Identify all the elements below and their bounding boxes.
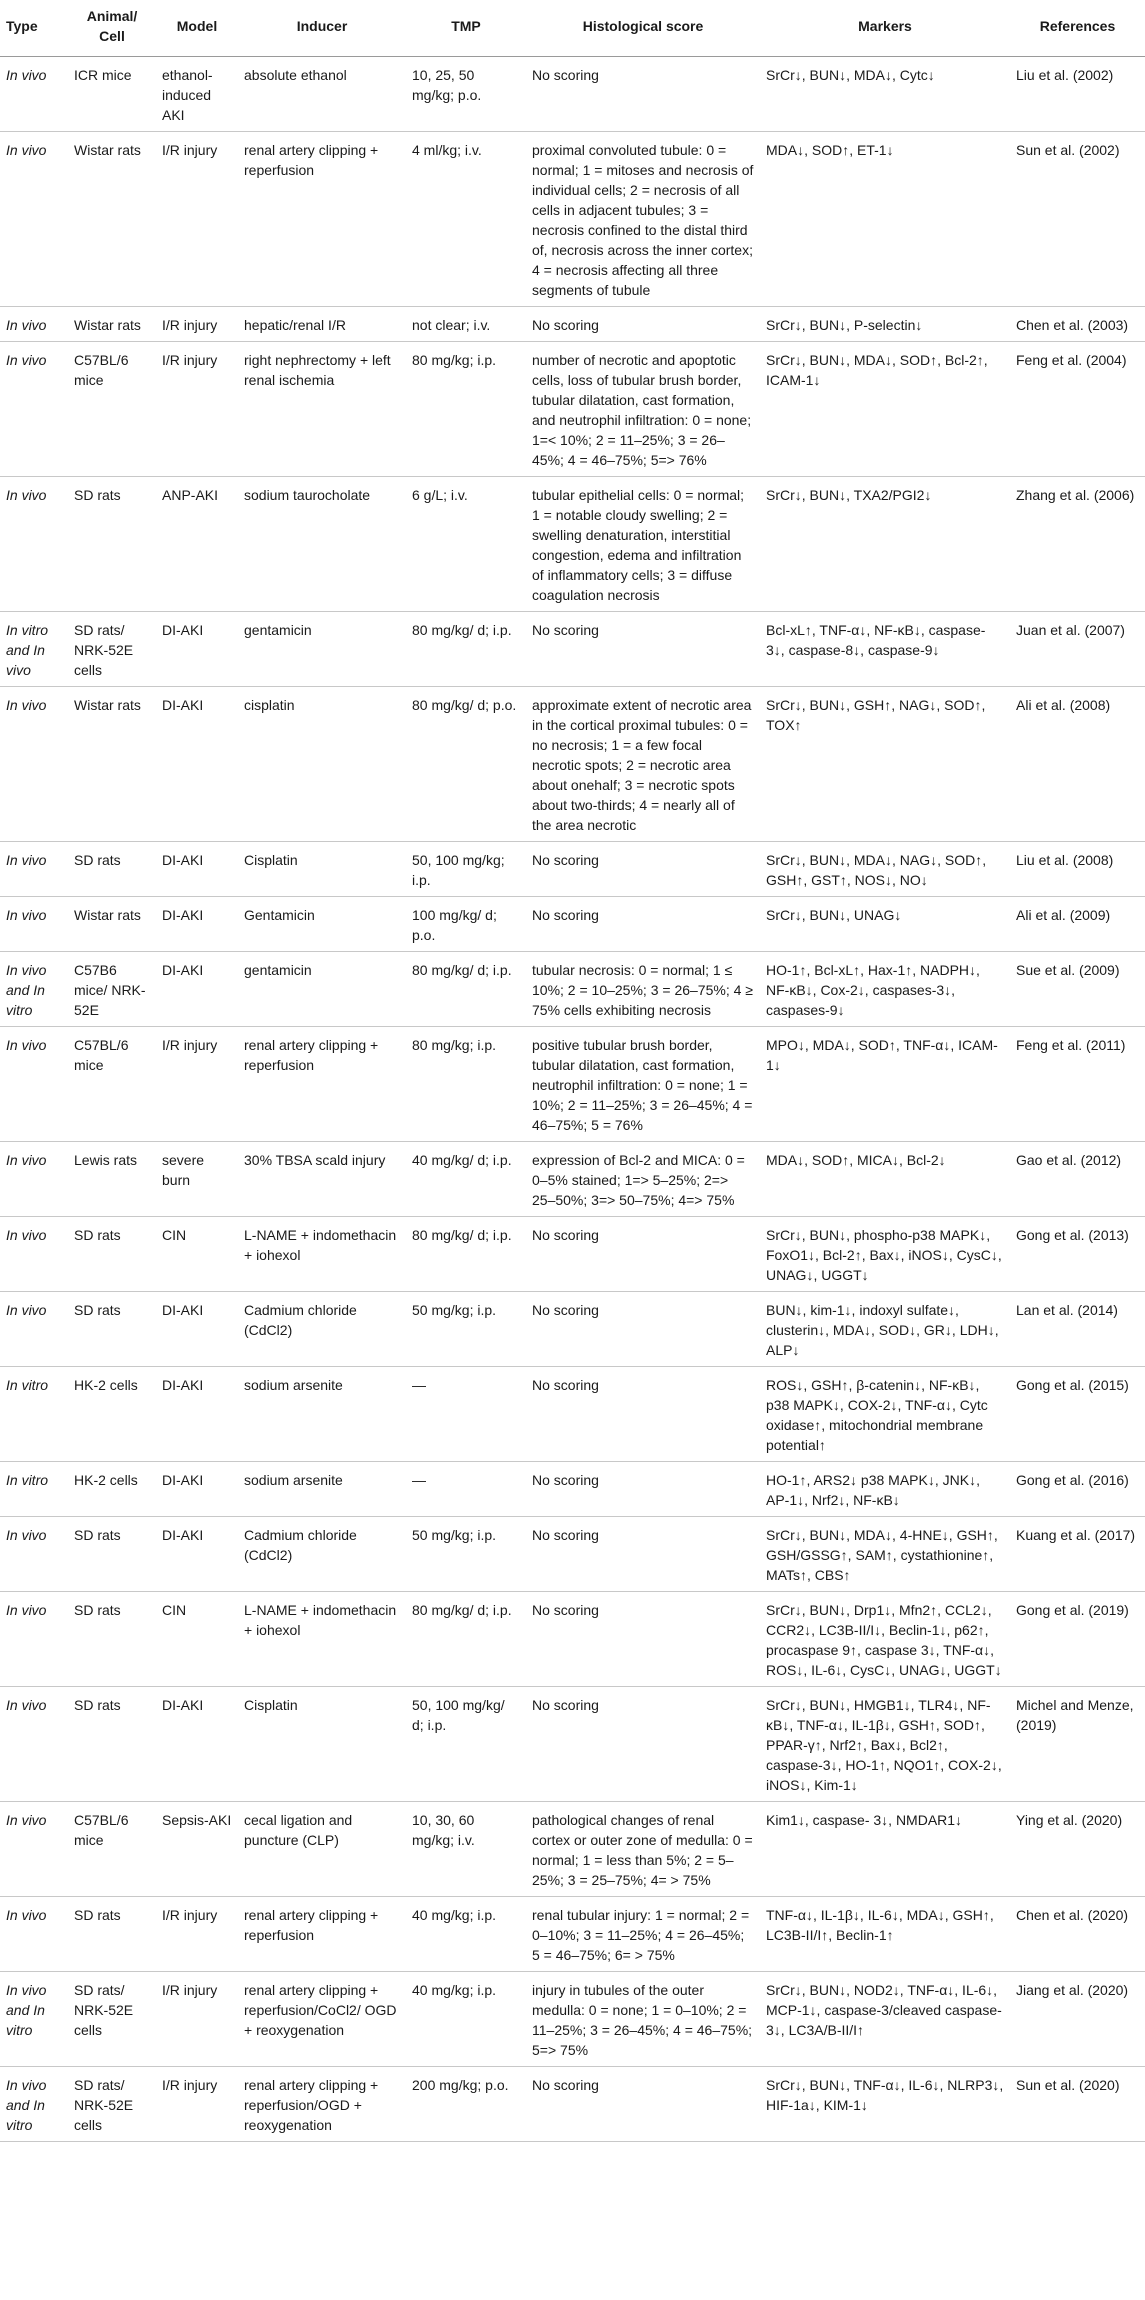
cell-reference: Feng et al. (2011) [1010,1027,1145,1142]
cell-histological-score: No scoring [526,1592,760,1687]
cell-markers: SrCr↓, BUN↓, phospho-p38 MAPK↓, FoxO1↓, Bcl-2↑, Bax↓, iNOS↓, CysC↓, UNAG↓, UGGT↓ [760,1217,1010,1292]
cell-histological-score: injury in tubules of the outer medulla: 0 = none; 1 = 0–10%; 2 = 11–25%; 3 = 26–45%; 4 = 46–75%; 5=> 75% [526,1972,760,2067]
cell-reference: Juan et al. (2007) [1010,612,1145,687]
cell-reference: Kuang et al. (2017) [1010,1517,1145,1592]
cell-type: In vivo [0,1517,68,1592]
cell-model: I/R injury [156,342,238,477]
cell-animal: Wistar rats [68,687,156,842]
cell-model: I/R injury [156,1897,238,1972]
cell-model: DI-AKI [156,1517,238,1592]
cell-reference: Michel and Menze, (2019) [1010,1687,1145,1802]
cell-type: In vivo [0,132,68,307]
cell-markers: SrCr↓, BUN↓, MDA↓, Cytc↓ [760,57,1010,132]
cell-type: In vivo [0,1802,68,1897]
cell-reference: Sun et al. (2002) [1010,132,1145,307]
table-body [0,57,1145,2142]
cell-histological-score: No scoring [526,2067,760,2142]
cell-histological-score: No scoring [526,897,760,952]
cell-reference: Ali et al. (2008) [1010,687,1145,842]
cell-markers: ROS↓, GSH↑, β-catenin↓, NF-κB↓, p38 MAPK↓, COX-2↓, TNF-α↓, Cytc oxidase↑, mitochondrial membrane potential↑ [760,1367,1010,1462]
cell-inducer: gentamicin [238,612,406,687]
cell-tmp: 40 mg/kg; i.p. [406,1897,526,1972]
table-row [0,842,1145,897]
cell-model: CIN [156,1592,238,1687]
cell-histological-score: renal tubular injury: 1 = normal; 2 = 0–10%; 3 = 11–25%; 4 = 26–45%; 5 = 46–75%; 6= > 75% [526,1897,760,1972]
cell-inducer: cecal ligation and puncture (CLP) [238,1802,406,1897]
table-row [0,132,1145,307]
cell-histological-score: No scoring [526,1517,760,1592]
cell-tmp: 50 mg/kg; i.p. [406,1292,526,1367]
cell-inducer: cisplatin [238,687,406,842]
cell-type: In vivo [0,842,68,897]
cell-markers: HO-1↑, ARS2↓ p38 MAPK↓, JNK↓, AP-1↓, Nrf2↓, NF-κB↓ [760,1462,1010,1517]
cell-inducer: hepatic/renal I/R [238,307,406,342]
table-row [0,1687,1145,1802]
cell-markers: HO-1↑, Bcl-xL↑, Hax-1↑, NADPH↓, NF-κB↓, Cox-2↓, caspases-3↓, caspases-9↓ [760,952,1010,1027]
cell-type: In vivo [0,1142,68,1217]
cell-type: In vivo [0,1687,68,1802]
cell-model: I/R injury [156,132,238,307]
cell-markers: SrCr↓, BUN↓, TXA2/PGI2↓ [760,477,1010,612]
header-histological-score: Histological score [526,0,760,57]
cell-histological-score: No scoring [526,1217,760,1292]
cell-animal: Wistar rats [68,132,156,307]
cell-type: In vivo [0,477,68,612]
cell-tmp: 50, 100 mg/kg; i.p. [406,842,526,897]
table-row [0,1517,1145,1592]
cell-animal: ICR mice [68,57,156,132]
cell-animal: SD rats [68,1217,156,1292]
table-row [0,612,1145,687]
cell-reference: Liu et al. (2002) [1010,57,1145,132]
cell-tmp: 80 mg/kg/ d; p.o. [406,687,526,842]
table-row [0,1367,1145,1462]
cell-histological-score: pathological changes of renal cortex or outer zone of medulla: 0 = normal; 1 = less than 5%; 2 = 5–25%; 3 = 25–75%; 4= > 75% [526,1802,760,1897]
cell-type: In vitro and In vivo [0,612,68,687]
cell-reference: Jiang et al. (2020) [1010,1972,1145,2067]
cell-type: In vivo [0,307,68,342]
cell-histological-score: positive tubular brush border, tubular dilatation, cast formation, neutrophil infiltration: 0 = none; 1 = 10%; 2 = 11–25%; 3 = 26–45%; 4 = 46–75%; 5 = 76% [526,1027,760,1142]
cell-tmp: 80 mg/kg; i.p. [406,342,526,477]
cell-reference: Chen et al. (2003) [1010,307,1145,342]
cell-reference: Gong et al. (2013) [1010,1217,1145,1292]
cell-animal: SD rats [68,842,156,897]
cell-markers: SrCr↓, BUN↓, HMGB1↓, TLR4↓, NF-κB↓, TNF-α↓, IL-1β↓, GSH↑, SOD↑, PPAR-γ↑, Nrf2↑, Bax↓, Bcl2↑, caspase-3↓, HO-1↑, NQO1↑, COX-2↓, iNOS↓, Kim-1↓ [760,1687,1010,1802]
cell-tmp: 6 g/L; i.v. [406,477,526,612]
cell-model: DI-AKI [156,612,238,687]
header-row [0,0,1145,57]
table-row [0,1592,1145,1687]
cell-animal: SD rats [68,1292,156,1367]
table-row [0,1292,1145,1367]
cell-tmp: 4 ml/kg; i.v. [406,132,526,307]
cell-markers: BUN↓, kim-1↓, indoxyl sulfate↓, clusterin↓, MDA↓, SOD↓, GR↓, LDH↓, ALP↓ [760,1292,1010,1367]
cell-tmp: 40 mg/kg; i.p. [406,1972,526,2067]
cell-animal: SD rats/ NRK-52E cells [68,1972,156,2067]
header-markers: Markers [760,0,1010,57]
cell-animal: SD rats/ NRK-52E cells [68,2067,156,2142]
cell-inducer: Cisplatin [238,842,406,897]
cell-markers: SrCr↓, BUN↓, TNF-α↓, IL-6↓, NLRP3↓, HIF-1a↓, KIM-1↓ [760,2067,1010,2142]
cell-inducer: L-NAME + indomethacin + iohexol [238,1217,406,1292]
cell-model: DI-AKI [156,687,238,842]
header-type: Type [0,0,68,57]
cell-inducer: 30% TBSA scald injury [238,1142,406,1217]
table-row [0,1462,1145,1517]
cell-type: In vivo [0,57,68,132]
cell-model: DI-AKI [156,1687,238,1802]
cell-type: In vivo [0,1217,68,1292]
cell-model: I/R injury [156,307,238,342]
cell-histological-score: No scoring [526,1687,760,1802]
cell-inducer: renal artery clipping + reperfusion/CoCl2/ OGD + reoxygenation [238,1972,406,2067]
cell-model: Sepsis-AKI [156,1802,238,1897]
cell-reference: Gong et al. (2016) [1010,1462,1145,1517]
cell-tmp: not clear; i.v. [406,307,526,342]
cell-reference: Chen et al. (2020) [1010,1897,1145,1972]
cell-reference: Gong et al. (2015) [1010,1367,1145,1462]
cell-markers: MDA↓, SOD↑, MICA↓, Bcl-2↓ [760,1142,1010,1217]
cell-animal: SD rats/ NRK-52E cells [68,612,156,687]
cell-type: In vivo [0,342,68,477]
cell-tmp: 40 mg/kg/ d; i.p. [406,1142,526,1217]
cell-inducer: sodium arsenite [238,1367,406,1462]
cell-reference: Feng et al. (2004) [1010,342,1145,477]
cell-inducer: gentamicin [238,952,406,1027]
cell-model: I/R injury [156,2067,238,2142]
cell-histological-score: No scoring [526,1462,760,1517]
cell-histological-score: tubular necrosis: 0 = normal; 1 ≤ 10%; 2 = 10–25%; 3 = 26–75%; 4 ≥ 75% cells exhibiting necrosis [526,952,760,1027]
header-model: Model [156,0,238,57]
cell-markers: Bcl-xL↑, TNF-α↓, NF-κB↓, caspase-3↓, caspase-8↓, caspase-9↓ [760,612,1010,687]
cell-histological-score: expression of Bcl-2 and MICA: 0 = 0–5% stained; 1=> 5–25%; 2=> 25–50%; 3=> 50–75%; 4=> 75% [526,1142,760,1217]
table-row [0,952,1145,1027]
cell-reference: Ying et al. (2020) [1010,1802,1145,1897]
cell-type: In vitro [0,1367,68,1462]
header-tmp: TMP [406,0,526,57]
cell-inducer: L-NAME + indomethacin + iohexol [238,1592,406,1687]
cell-model: DI-AKI [156,1292,238,1367]
cell-markers: Kim1↓, caspase- 3↓, NMDAR1↓ [760,1802,1010,1897]
table-row [0,1897,1145,1972]
cell-type: In vivo and In vitro [0,952,68,1027]
header-animal-cell: Animal/ Cell [68,0,156,57]
cell-animal: C57BL/6 mice [68,342,156,477]
cell-reference: Ali et al. (2009) [1010,897,1145,952]
cell-reference: Gao et al. (2012) [1010,1142,1145,1217]
cell-animal: SD rats [68,1687,156,1802]
cell-markers: SrCr↓, BUN↓, P-selectin↓ [760,307,1010,342]
cell-animal: HK-2 cells [68,1367,156,1462]
header-references: References [1010,0,1145,57]
cell-tmp: 80 mg/kg/ d; i.p. [406,1592,526,1687]
cell-tmp: 80 mg/kg/ d; i.p. [406,952,526,1027]
cell-type: In vivo and In vitro [0,2067,68,2142]
cell-inducer: renal artery clipping + reperfusion [238,1027,406,1142]
table-row [0,897,1145,952]
cell-inducer: Cisplatin [238,1687,406,1802]
cell-model: CIN [156,1217,238,1292]
cell-animal: C57BL/6 mice [68,1802,156,1897]
cell-animal: SD rats [68,477,156,612]
cell-markers: SrCr↓, BUN↓, MDA↓, SOD↑, Bcl-2↑, ICAM-1↓ [760,342,1010,477]
cell-markers: TNF-α↓, IL-1β↓, IL-6↓, MDA↓, GSH↑, LC3B-II/I↑, Beclin-1↑ [760,1897,1010,1972]
cell-inducer: sodium arsenite [238,1462,406,1517]
cell-markers: SrCr↓, BUN↓, NOD2↓, TNF-α↓, IL-6↓, MCP-1↓, caspase-3/cleaved caspase-3↓, LC3A/B-II/I↑ [760,1972,1010,2067]
table-row [0,342,1145,477]
cell-animal: HK-2 cells [68,1462,156,1517]
table-row [0,307,1145,342]
cell-markers: SrCr↓, BUN↓, MDA↓, 4-HNE↓, GSH↑, GSH/GSSG↑, SAM↑, cystathionine↑, MATs↑, CBS↑ [760,1517,1010,1592]
cell-reference: Lan et al. (2014) [1010,1292,1145,1367]
cell-inducer: right nephrectomy + left renal ischemia [238,342,406,477]
cell-animal: Lewis rats [68,1142,156,1217]
cell-tmp: 80 mg/kg/ d; i.p. [406,1217,526,1292]
cell-tmp: 50, 100 mg/kg/ d; i.p. [406,1687,526,1802]
cell-reference: Liu et al. (2008) [1010,842,1145,897]
cell-histological-score: tubular epithelial cells: 0 = normal; 1 = notable cloudy swelling; 2 = swelling denaturation, interstitial congestion, edema and infiltration of inflammatory cells; 3 = diffuse coagulation necrosis [526,477,760,612]
table-row [0,1027,1145,1142]
cell-animal: C57B6 mice/ NRK-52E [68,952,156,1027]
table-row [0,1802,1145,1897]
cell-type: In vivo and In vitro [0,1972,68,2067]
cell-histological-score: number of necrotic and apoptotic cells, loss of tubular brush border, tubular dilatation, cast formation, and neutrophil infiltration: 0 = none; 1=< 10%; 2 = 11–25%; 3 = 26–45%; 4 = 46–75%; 5=> 76% [526,342,760,477]
cell-inducer: absolute ethanol [238,57,406,132]
cell-animal: Wistar rats [68,897,156,952]
cell-model: DI-AKI [156,897,238,952]
table-row [0,687,1145,842]
table-row [0,1972,1145,2067]
cell-markers: SrCr↓, BUN↓, UNAG↓ [760,897,1010,952]
cell-type: In vivo [0,897,68,952]
cell-histological-score: No scoring [526,307,760,342]
cell-inducer: renal artery clipping + reperfusion [238,132,406,307]
cell-tmp: 50 mg/kg; i.p. [406,1517,526,1592]
cell-model: ethanol-induced AKI [156,57,238,132]
cell-model: DI-AKI [156,1367,238,1462]
cell-type: In vitro [0,1462,68,1517]
cell-markers: SrCr↓, BUN↓, MDA↓, NAG↓, SOD↑, GSH↑, GST↑, NOS↓, NO↓ [760,842,1010,897]
cell-animal: SD rats [68,1517,156,1592]
cell-type: In vivo [0,1592,68,1687]
table-row [0,2067,1145,2142]
cell-model: DI-AKI [156,1462,238,1517]
cell-histological-score: No scoring [526,842,760,897]
cell-histological-score: No scoring [526,612,760,687]
cell-model: I/R injury [156,1972,238,2067]
table-row [0,1142,1145,1217]
cell-model: severe burn [156,1142,238,1217]
cell-histological-score: No scoring [526,1292,760,1367]
cell-markers: SrCr↓, BUN↓, Drp1↓, Mfn2↑, CCL2↓, CCR2↓, LC3B-II/I↓, Beclin-1↓, p62↑, procaspase 9↑, caspase 3↓, TNF-α↓, ROS↓, IL-6↓, CysC↓, UNAG↓, UGGT↓ [760,1592,1010,1687]
cell-animal: SD rats [68,1592,156,1687]
cell-inducer: Cadmium chloride (CdCl2) [238,1292,406,1367]
cell-animal: C57BL/6 mice [68,1027,156,1142]
cell-tmp: 200 mg/kg; p.o. [406,2067,526,2142]
cell-histological-score: proximal convoluted tubule: 0 = normal; 1 = mitoses and necrosis of individual cells; 2 = necrosis of all cells in adjacent tubules; 3 = necrosis confined to the distal third of, necrosis across the inner cortex; 4 = necrosis affecting all three segments of tubule [526,132,760,307]
cell-tmp: 10, 25, 50 mg/kg; p.o. [406,57,526,132]
cell-histological-score: approximate extent of necrotic area in the cortical proximal tubules: 0 = no necrosis; 1 = a few focal necrotic spots; 2 = necrotic area about onehalf; 3 = necrotic spots about two-thirds; 4 = nearly all of the area necrotic [526,687,760,842]
cell-reference: Zhang et al. (2006) [1010,477,1145,612]
cell-markers: SrCr↓, BUN↓, GSH↑, NAG↓, SOD↑, TOX↑ [760,687,1010,842]
cell-inducer: renal artery clipping + reperfusion [238,1897,406,1972]
cell-markers: MPO↓, MDA↓, SOD↑, TNF-α↓, ICAM-1↓ [760,1027,1010,1142]
cell-tmp: 100 mg/kg/ d; p.o. [406,897,526,952]
cell-tmp: 10, 30, 60 mg/kg; i.v. [406,1802,526,1897]
cell-reference: Sun et al. (2020) [1010,2067,1145,2142]
table-row [0,57,1145,132]
cell-tmp: — [406,1462,526,1517]
cell-inducer: Cadmium chloride (CdCl2) [238,1517,406,1592]
cell-model: DI-AKI [156,842,238,897]
cell-animal: SD rats [68,1897,156,1972]
cell-histological-score: No scoring [526,57,760,132]
cell-type: In vivo [0,1292,68,1367]
cell-inducer: Gentamicin [238,897,406,952]
cell-inducer: renal artery clipping + reperfusion/OGD + reoxygenation [238,2067,406,2142]
cell-animal: Wistar rats [68,307,156,342]
cell-model: DI-AKI [156,952,238,1027]
cell-histological-score: No scoring [526,1367,760,1462]
cell-model: ANP-AKI [156,477,238,612]
cell-markers: MDA↓, SOD↑, ET-1↓ [760,132,1010,307]
cell-reference: Gong et al. (2019) [1010,1592,1145,1687]
cell-reference: Sue et al. (2009) [1010,952,1145,1027]
cell-type: In vivo [0,1897,68,1972]
cell-model: I/R injury [156,1027,238,1142]
cell-type: In vivo [0,1027,68,1142]
cell-inducer: sodium taurocholate [238,477,406,612]
header-inducer: Inducer [238,0,406,57]
cell-type: In vivo [0,687,68,842]
cell-tmp: 80 mg/kg; i.p. [406,1027,526,1142]
table-row [0,1217,1145,1292]
cell-tmp: 80 mg/kg/ d; i.p. [406,612,526,687]
cell-tmp: — [406,1367,526,1462]
table-row [0,477,1145,612]
